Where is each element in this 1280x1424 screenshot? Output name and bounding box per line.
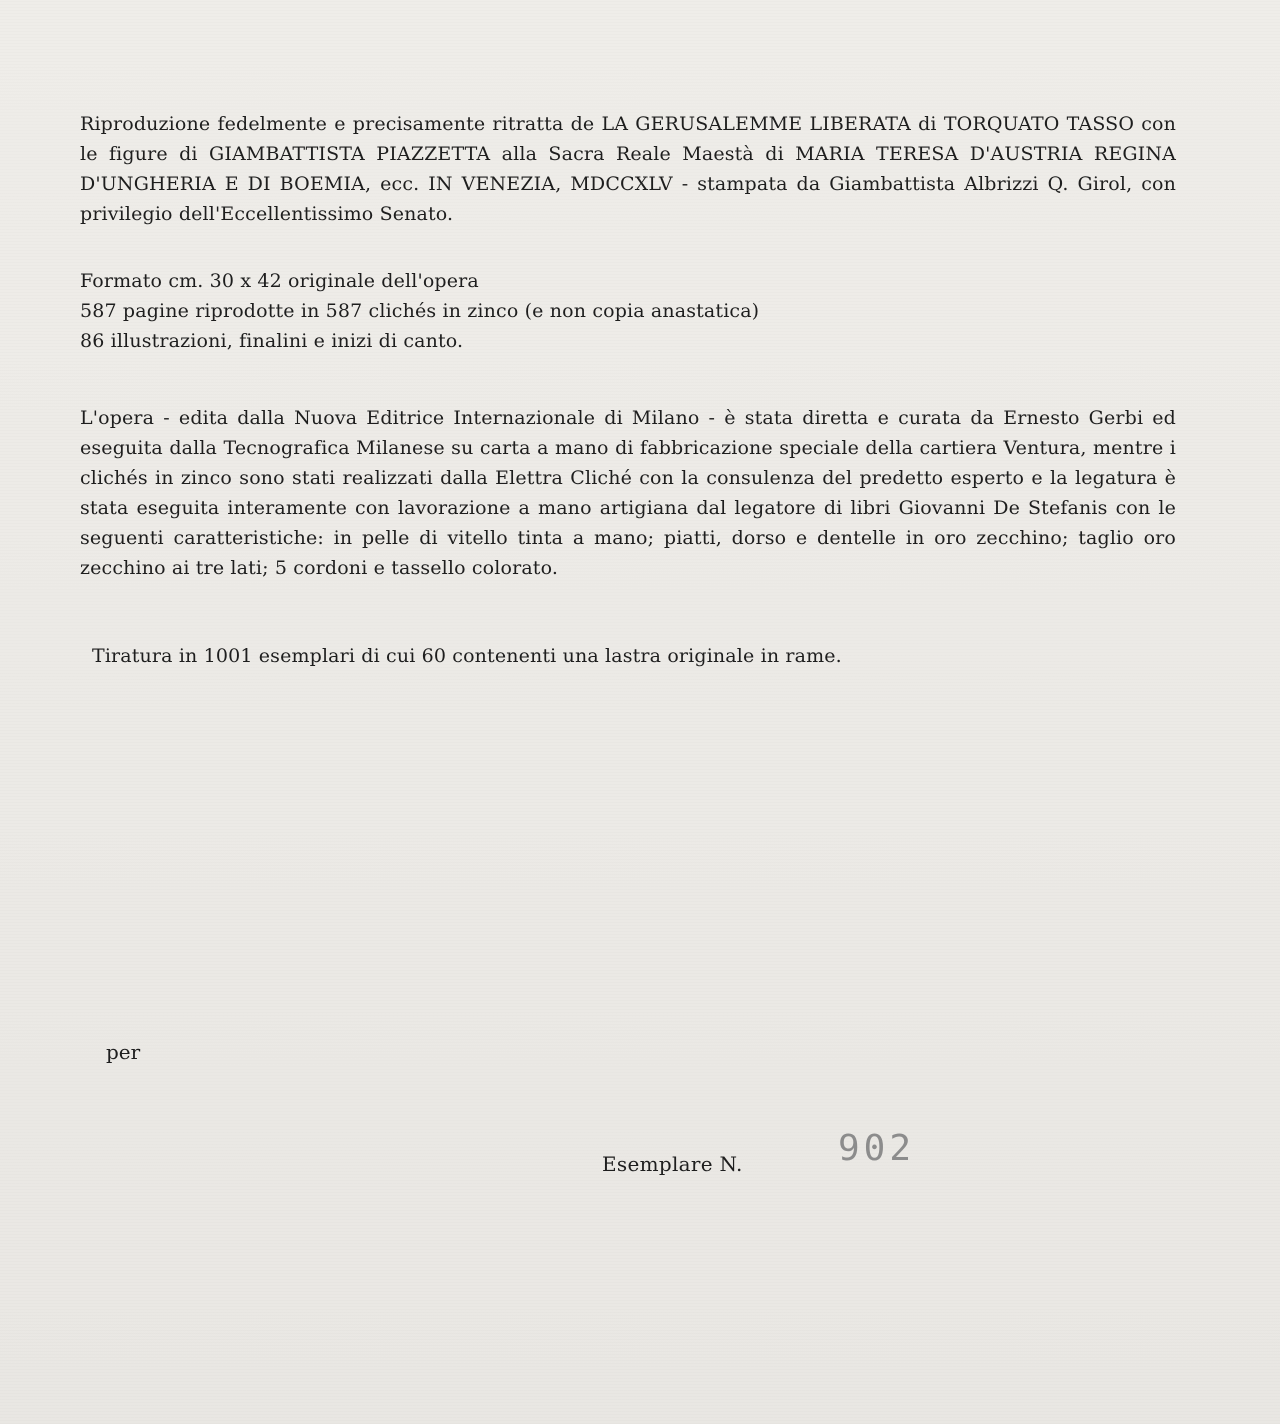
format-details (80, 266, 1176, 356)
format-illustrations-line: 86 illustrazioni, finalini e inizi di canto. (80, 330, 464, 352)
colophon-paragraph: Riproduzione fedelmente e precisamente ritratta de LA GERUSALEMME LIBERATA di TORQUATO TASSO con le figure di GIAMBATTISTA PIAZZETTA alla Sacra Reale Maestà di MARIA TERESA D'AUSTRIA REGINA D'UNGHERIA E DI BOEMIA, ecc. IN VENEZIA, MDCCXLV - stampata da Giambattista Albrizzi Q. Girol, con privilegio dell'Eccellentissimo Senato. (80, 113, 1176, 225)
copy-number-stamp: 902 (838, 1128, 916, 1169)
edition-paragraph: L'opera - edita dalla Nuova Editrice Internazionale di Milano - è stata diretta e curata da Ernesto Gerbi ed eseguita dalla Tecnografica Milanese su carta a mano di fabbricazione speciale della cartiera Ventura, mentre i clichés in zinco sono stati realizzati dalla Elettra Cliché con la consulenza del predetto esperto e la legatura è stata eseguita interamente con lavorazione a mano artigiana dal legatore di libri Giovanni De Stefanis con le seguenti caratteristiche: in pelle di vitello tinta a mano; piatti, dorso e dentelle in oro zecchino; taglio oro zecchino ai tre lati; 5 cordoni e tassello colorato. (80, 407, 1176, 579)
print-run-paragraph: Tiratura in 1001 esemplari di cui 60 contenenti una lastra originale in rame. (92, 645, 842, 667)
copy-label: Esemplare N. (602, 1152, 743, 1176)
format-size-line: Formato cm. 30 x 42 originale dell'opera (80, 270, 479, 292)
format-pages-line: 587 pagine riprodotte in 587 clichés in zinco (e non copia anastatica) (80, 300, 760, 322)
dedication-text: per (106, 1040, 141, 1064)
copy-number-row (602, 1128, 942, 1178)
